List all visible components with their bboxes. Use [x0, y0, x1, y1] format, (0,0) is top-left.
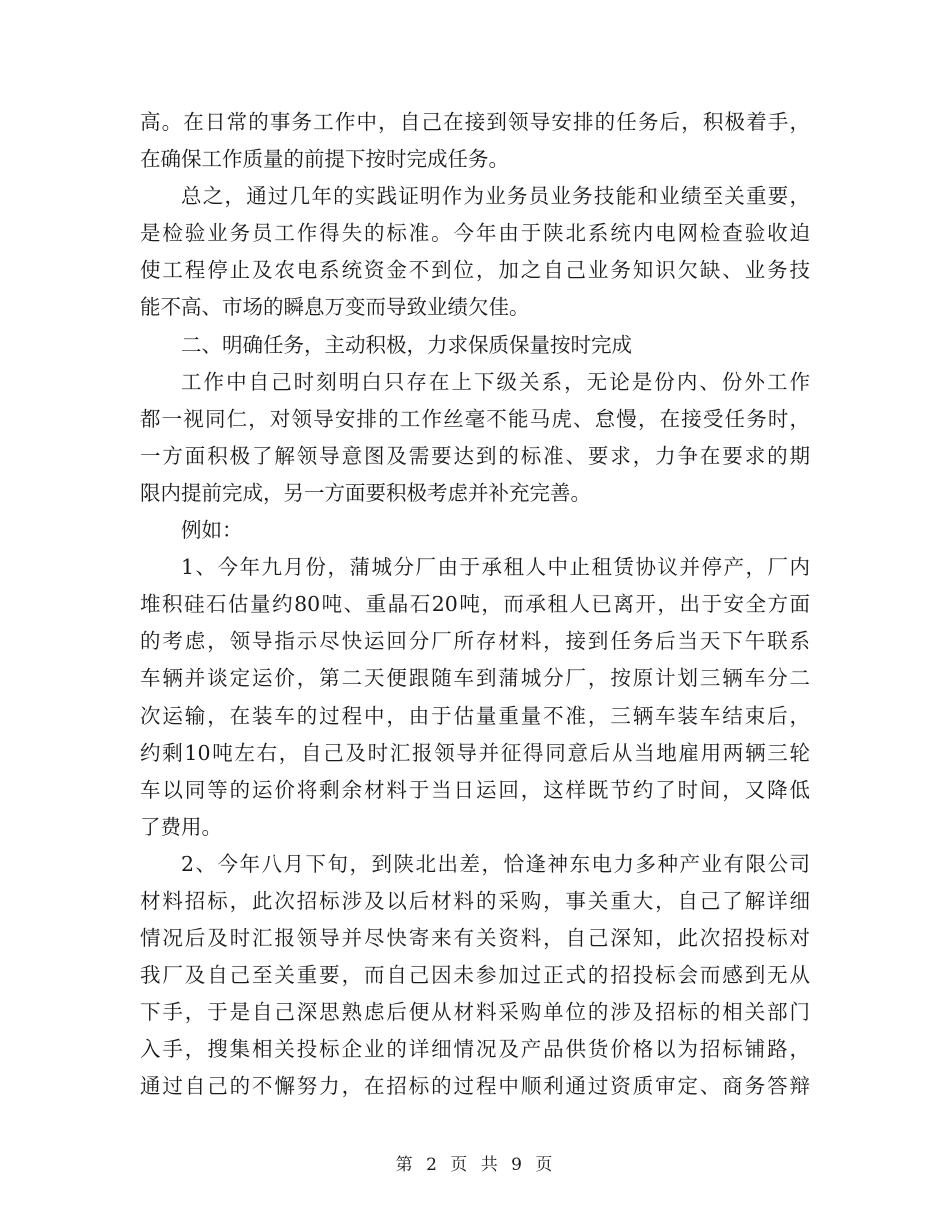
text-line: 例如：	[181, 518, 243, 543]
text-line: 下手，于是自己深思熟虑后便从材料采购单位的涉及招标的相关部门	[140, 1000, 810, 1025]
document-body	[140, 104, 810, 1106]
text-line: 工作中自己时刻明白只存在上下级关系，无论是份内、份外工作	[181, 369, 810, 394]
text-line: 限内提前完成，另一方面要积极考虑并补充完善。	[140, 480, 591, 505]
text-line: 使工程停止及农电系统资金不到位，加之自己业务知识欠缺、业务技	[140, 258, 810, 283]
text-line: 在确保工作质量的前提下按时完成任务。	[140, 147, 509, 172]
text-line: 车以同等的运价将剩余材料于当日运回，这样既节约了时间，又降低	[140, 777, 810, 802]
text-line: 总之，通过几年的实践证明作为业务员业务技能和业绩至关重要，	[181, 184, 810, 209]
text-line: 一方面积极了解领导意图及需要达到的标准、要求，力争在要求的期	[140, 443, 810, 468]
text-line: 我厂及自己至关重要，而自己因未参加过正式的招投标会而感到无从	[140, 963, 810, 988]
text-line: 2、今年八月下旬，到陕北出差，恰逢神东电力多种产业有限公司	[181, 851, 810, 876]
text-line: 的考虑，领导指示尽快运回分厂所存材料，接到任务后当天下午联系	[140, 629, 810, 654]
page-number-footer: 第 2 页 共 9 页	[395, 1155, 555, 1175]
text-line: 能不高、市场的瞬息万变而导致业绩欠佳。	[140, 295, 530, 320]
text-line: 都一视同仁，对领导安排的工作丝毫不能马虎、怠慢，在接受任务时，	[140, 406, 810, 431]
text-line: 1、今年九月份，蒲城分厂由于承租人中止租赁协议并停产，厂内	[181, 555, 810, 580]
text-line: 约剩10吨左右，自己及时汇报领导并征得同意后从当地雇用两辆三轮	[140, 740, 810, 765]
text-line: 情况后及时汇报领导并尽快寄来有关资料，自己深知，此次招投标对	[140, 926, 810, 951]
text-line: 了费用。	[140, 814, 222, 839]
text-line: 二、明确任务，主动积极，力求保质保量按时完成	[181, 332, 632, 357]
text-line: 材料招标，此次招标涉及以后材料的采购，事关重大，自己了解详细	[140, 888, 810, 913]
text-line: 高。在日常的事务工作中，自己在接到领导安排的任务后，积极着手，	[140, 110, 810, 134]
text-line: 是检验业务员工作得失的标准。今年由于陕北系统内电网检查验收迫	[140, 221, 810, 246]
text-line: 入手，搜集相关投标企业的详细情况及产品供货价格以为招标铺路，	[140, 1037, 810, 1062]
text-line: 车辆并谈定运价，第二天便跟随车到蒲城分厂，按原计划三辆车分二	[140, 666, 810, 691]
text-line: 堆积硅石估量约80吨、重晶石20吨，而承租人已离开，出于安全方面	[140, 592, 810, 617]
text-line: 通过自己的不懈努力，在招标的过程中顺利通过资质审定、商务答辩	[140, 1074, 810, 1099]
text-line: 次运输，在装车的过程中，由于估量重量不准，三辆车装车结束后，	[140, 703, 810, 728]
